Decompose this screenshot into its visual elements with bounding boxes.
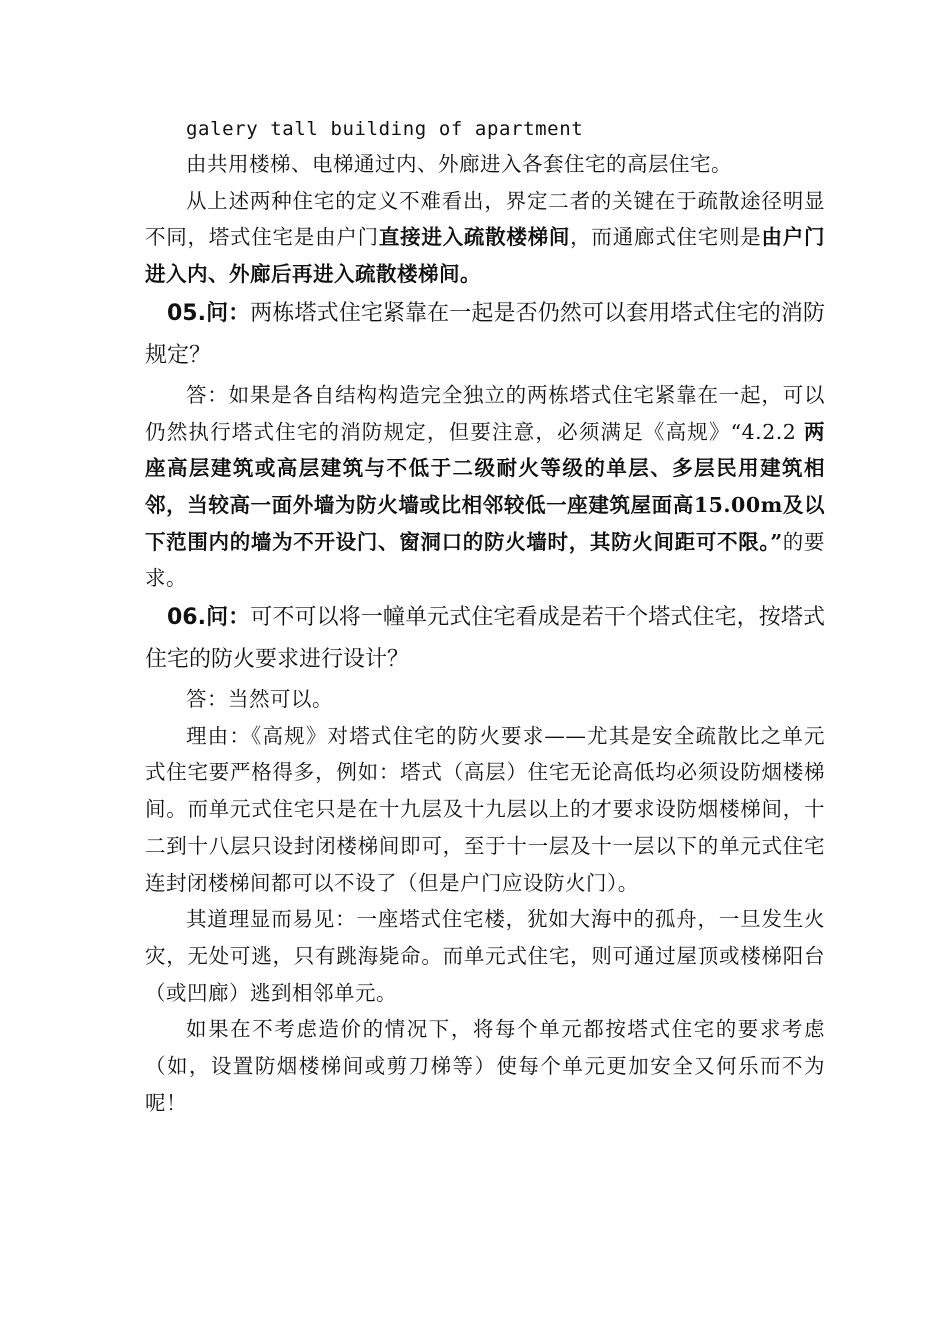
comparison-bold-1: 直接进入疏散楼梯间: [378, 225, 571, 250]
question-05-number: 05.问：: [167, 300, 251, 326]
question-06-text: 可不可以将一幢单元式住宅看成是若干个塔式住宅，按塔式住宅的防火要求进行设计？: [145, 605, 825, 673]
text-column: [145, 112, 825, 1121]
conclusion-paragraph: 如果在不考虑造价的情况下，将每个单元都按塔式住宅的要求考虑（如，设置防烟楼梯间或剪刀梯等）使每个单元更加安全又何乐而不为呢！: [145, 1017, 825, 1115]
reason-paragraph: 理由：《高规》对塔式住宅的防火要求——尤其是安全疏散比之单元式住宅要严格得多，例如：塔式（高层）住宅无论高低均必须设防烟楼梯间。而单元式住宅只是在十九层及十九层以上的才要求设防烟楼梯间，十二到十八层只设封闭楼梯间即可，至于十一层及十一层以下的单元式住宅连封闭楼梯间都可以不设了（但是户门应设防火门）。: [145, 723, 825, 895]
answer-05: [145, 377, 825, 597]
english-term: galery tall building of apartment: [186, 118, 584, 140]
answer-05-text-2: 的要求。: [145, 529, 825, 591]
comparison-paragraph: [145, 183, 825, 293]
comparison-bold-2: 由户门进入内、外廊后再进入疏散楼梯间。: [145, 225, 826, 287]
answer-05-text-1: 答：如果是各自结构构造完全独立的两栋塔式住宅紧靠在一起，可以仍然执行塔式住宅的消防规定，但要注意，必须满足《高规》“4.2.2: [145, 382, 825, 444]
analogy-paragraph: 其道理显而易见：一座塔式住宅楼，犹如大海中的孤舟，一旦发生火灾，无处可逃，只有跳海毙命。而单元式住宅，则可通过屋顶或楼梯阳台（或凹廊）逃到相邻单元。: [145, 907, 825, 1005]
question-06-number: 06.问：: [167, 605, 251, 631]
question-06: [145, 597, 825, 681]
comparison-text-1: 从上述两种住宅的定义不难看出，界定二者的关键在于疏散途径明显不同，塔式住宅是由户门: [145, 188, 825, 250]
comparison-text-2: ，而通廊式住宅则是: [570, 225, 762, 250]
question-05: [145, 293, 825, 377]
definition-paragraph: 由共用楼梯、电梯通过内、外廊进入各套住宅的高层住宅。: [186, 152, 732, 176]
question-05-text: 两栋塔式住宅紧靠在一起是否仍然可以套用塔式住宅的消防规定？: [145, 300, 825, 368]
answer-05-bold: 两座高层建筑或高层建筑与不低于二级耐火等级的单层、多层民用建筑相邻，当较高一面外墙为防火墙或比相邻较低一座建筑屋面高15.00m及以下范围内的墙为不开设门、窗洞口的防火墙时，其防火间距可不限。”: [145, 419, 825, 554]
answer-06: 答：当然可以。: [186, 687, 333, 712]
